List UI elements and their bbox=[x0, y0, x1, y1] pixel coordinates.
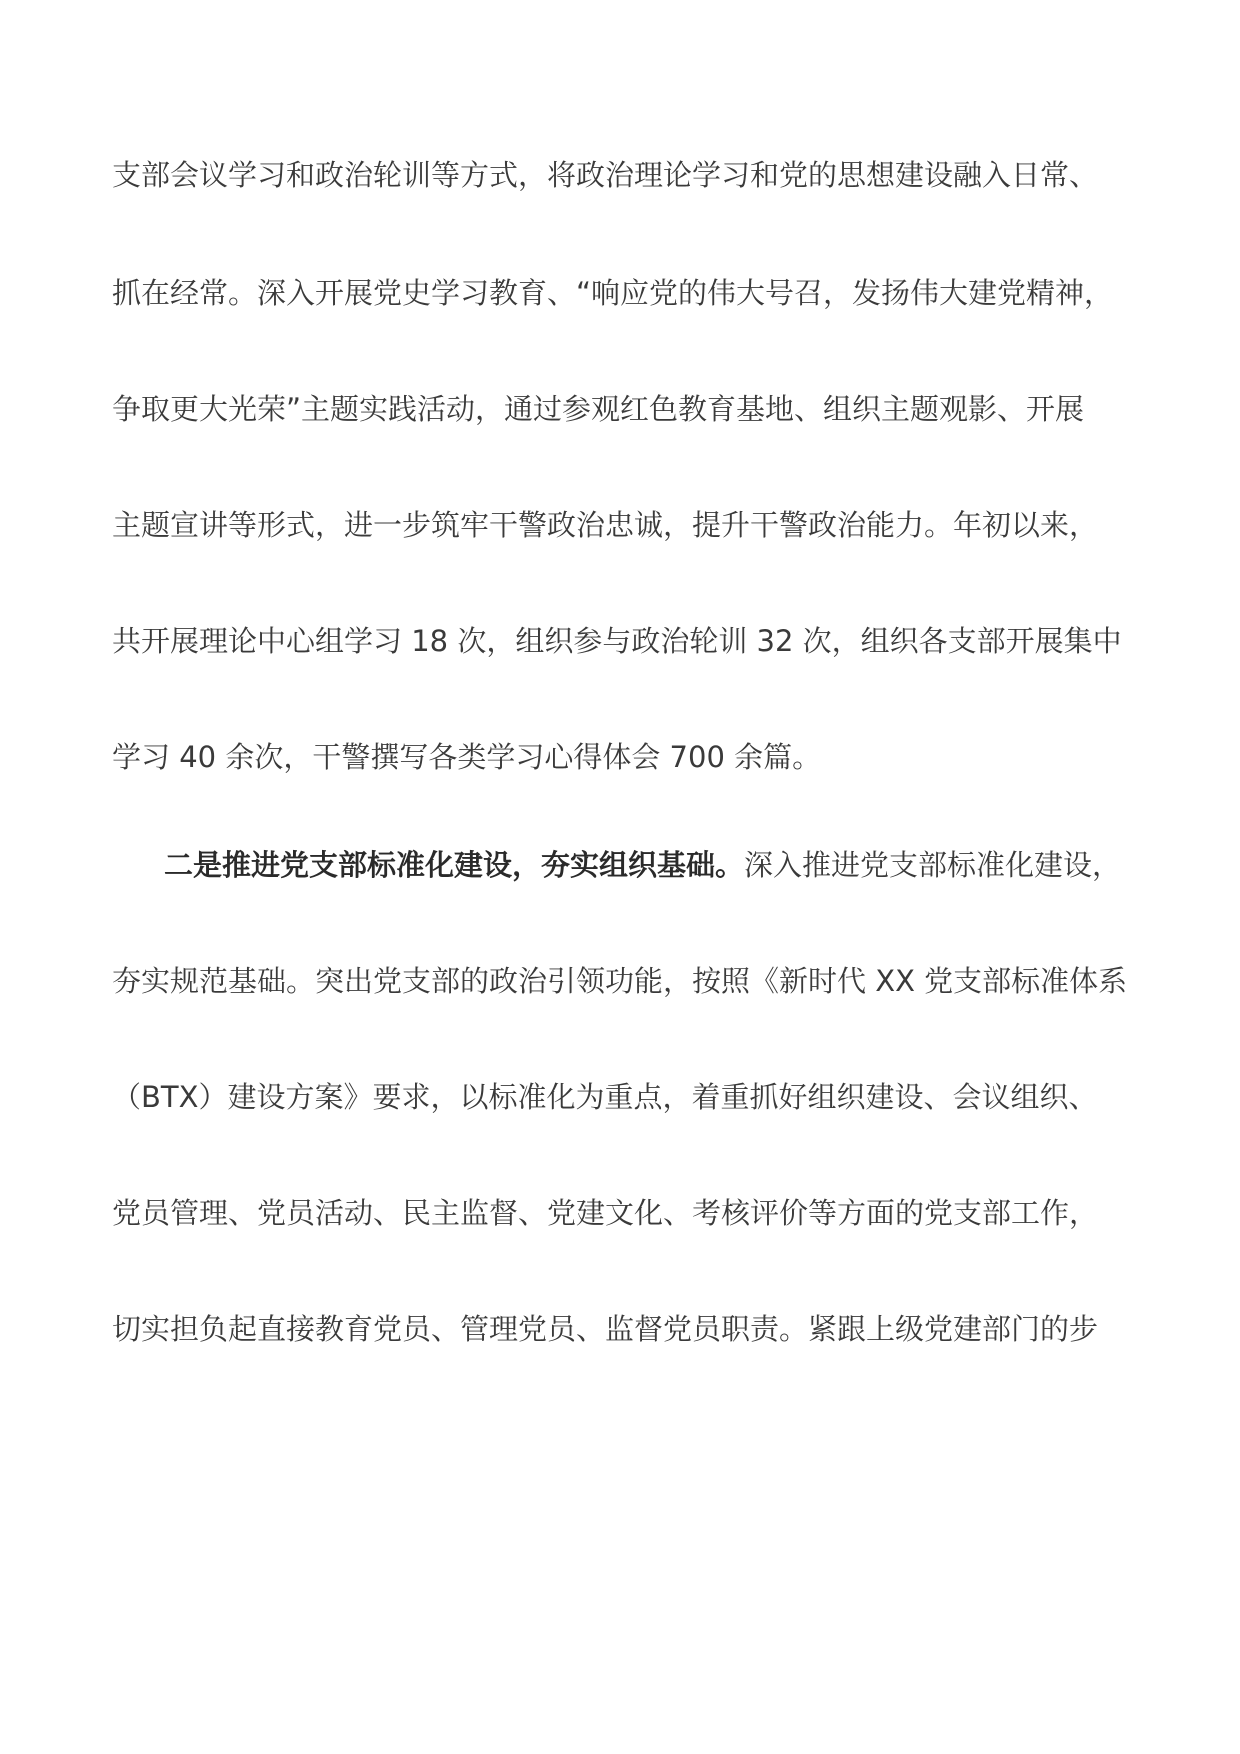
paragraph-line: 抓在经常。深入开展党史学习教育、“响应党的伟大号召，发扬伟大建党精神， bbox=[112, 276, 1114, 310]
paragraph-line: （BTX）建设方案》要求，以标准化为重点，着重抓好组织建设、会议组织、 bbox=[112, 1080, 1098, 1114]
section-heading: 二是推进党支部标准化建设，夯实组织基础。 bbox=[164, 848, 745, 882]
paragraph-line: 切实担负起直接教育党员、管理党员、监督党员职责。紧跟上级党建部门的步 bbox=[112, 1312, 1099, 1346]
paragraph-line: 共开展理论中心组学习 18 次，组织参与政治轮训 32 次，组织各支部开展集中 bbox=[112, 624, 1122, 658]
paragraph-line: 支部会议学习和政治轮训等方式，将政治理论学习和党的思想建设融入日常、 bbox=[112, 158, 1099, 192]
paragraph-line: 党员管理、党员活动、民主监督、党建文化、考核评价等方面的党支部工作， bbox=[112, 1196, 1099, 1230]
paragraph-line: 学习 40 余次，干警撰写各类学习心得体会 700 余篇。 bbox=[112, 740, 822, 774]
paragraph-line: 夯实规范基础。突出党支部的政治引领功能，按照《新时代 XX 党支部标准体系 bbox=[112, 964, 1128, 998]
paragraph-line-heading bbox=[164, 845, 1204, 885]
paragraph-text: 深入推进党支部标准化建设， bbox=[744, 848, 1122, 882]
paragraph-line: 争取更大光荣”主题实践活动，通过参观红色教育基地、组织主题观影、开展 bbox=[112, 392, 1085, 426]
paragraph-line: 主题宣讲等形式，进一步筑牢干警政治忠诚，提升干警政治能力。年初以来， bbox=[112, 508, 1099, 542]
